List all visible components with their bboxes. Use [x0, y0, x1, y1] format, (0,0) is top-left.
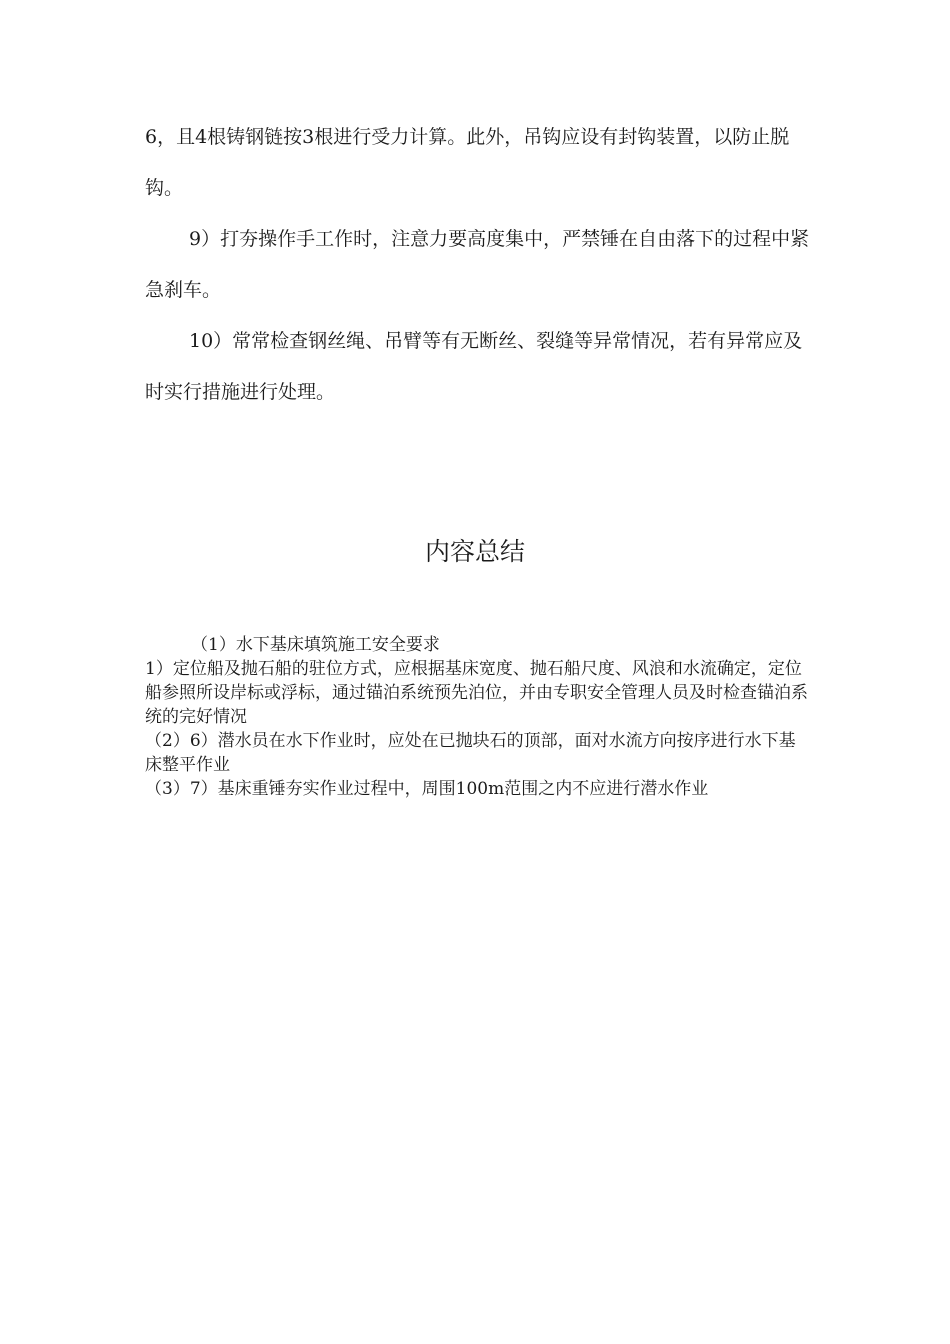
paragraph-tamping-operator: 9）打夯操作手工作时，注意力要高度集中，严禁锤在自由落下的过程中紧急刹车。: [145, 228, 810, 301]
body-text: [145, 112, 810, 418]
summary-title: 内容总结: [424, 537, 525, 566]
summary-line: 1）定位船及抛石船的驻位方式，应根据基床宽度、抛石船尺度、风浪和水流确定，定位船参照所设岸标或浮标，通过锚泊系统预先泊位，并由专职安全管理人员及时检查锚泊系统的完好情况: [145, 659, 808, 727]
paragraph-hook-sealing: 6，且4根铸钢链按3根进行受力计算。此外，吊钩应设有封钩装置，以防止脱钩。: [145, 126, 790, 199]
summary-line: （2）6）潜水员在水下作业时，应处在已抛块石的顶部，面对水流方向按序进行水下基床整平作业: [145, 731, 796, 775]
paragraph-inspection: 10）常常检查钢丝绳、吊臂等有无断丝、裂缝等异常情况，若有异常应及时实行措施进行处理。: [145, 330, 803, 403]
summary-line: （1）水下基床填筑施工安全要求: [191, 635, 440, 655]
summary-line: （3）7）基床重锤夯实作业过程中，周围100m范围之内不应进行潜水作业: [145, 779, 709, 799]
summary-section: [145, 633, 810, 801]
